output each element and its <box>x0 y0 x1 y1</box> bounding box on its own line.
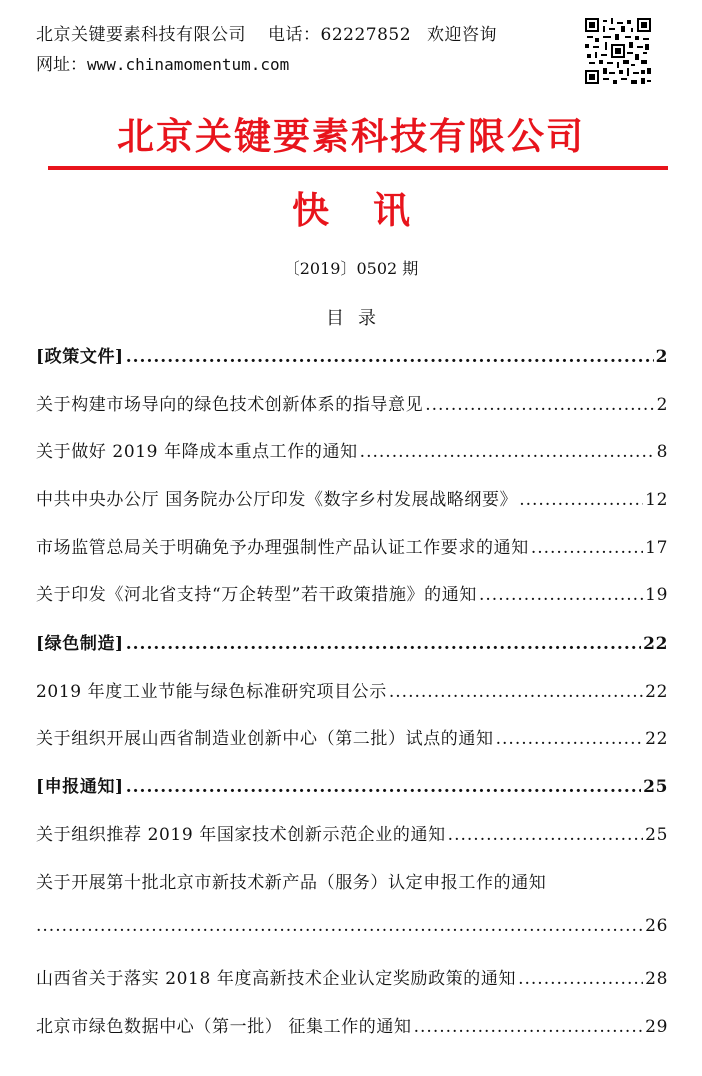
toc-entry-row[interactable] <box>36 485 668 510</box>
toc-dot-leader <box>126 634 641 654</box>
toc-page-number: 2 <box>655 347 668 367</box>
toc-dot-leader <box>479 585 643 605</box>
toc-entry-title: 关于构建市场导向的绿色技术创新体系的指导意见 <box>36 395 424 415</box>
toc-dot-leader <box>360 442 655 462</box>
toc-entry-row[interactable] <box>36 820 668 845</box>
website-label: 网址： <box>36 55 87 75</box>
toc-section-title: [申报通知] <box>36 777 124 797</box>
toc-page-number: 25 <box>643 777 668 797</box>
toc-dot-leader <box>496 729 644 749</box>
toc-dot-leader <box>126 777 641 797</box>
toc-entry-continuation[interactable] <box>36 916 668 936</box>
toc-entry-title-wrapped[interactable]: 关于开展第十批北京市新技术新产品（服务）认定申报工作的通知 <box>36 873 547 893</box>
toc-entry-row[interactable] <box>36 724 668 749</box>
toc-entry-row[interactable] <box>36 533 668 558</box>
header-company: 北京关键要素科技有限公司 <box>36 25 246 45</box>
toc-entry-title: 2019 年度工业节能与绿色标准研究项目公示 <box>36 682 387 702</box>
toc-entry-title: 关于印发《河北省支持“万企转型”若干政策措施》的通知 <box>36 585 477 605</box>
toc-entry-title: 中共中央办公厅 国务院办公厅印发《数字乡村发展战略纲要》 <box>36 490 518 510</box>
toc-entry-title: 山西省关于落实 2018 年度高新技术企业认定奖励政策的通知 <box>36 969 517 989</box>
issue-number: 〔2019〕0502 期 <box>283 259 419 278</box>
toc-dot-leader <box>126 347 654 367</box>
toc-entry-row[interactable] <box>36 390 668 415</box>
toc-entry-row[interactable] <box>36 437 668 462</box>
qr-code-icon <box>585 18 651 84</box>
toc-page-number: 22 <box>643 634 668 654</box>
toc-entry-row[interactable] <box>36 580 668 605</box>
toc-section-row[interactable] <box>36 772 668 797</box>
toc-entry-row[interactable] <box>36 964 668 989</box>
toc-entry-row[interactable] <box>36 677 668 702</box>
toc-entry-title: 北京市绿色数据中心（第一批） 征集工作的通知 <box>36 1017 412 1037</box>
title-divider <box>48 166 668 170</box>
toc-page-number: 12 <box>645 490 668 510</box>
toc-entry-title: 市场监管总局关于明确免予办理强制性产品认证工作要求的通知 <box>36 538 529 558</box>
header-phone: 电话：62227852 <box>268 25 412 45</box>
toc-page-number: 29 <box>645 1017 668 1037</box>
toc-entry-row[interactable] <box>36 1012 668 1037</box>
toc-page-number: 22 <box>645 682 668 702</box>
toc-page-number: 28 <box>645 969 668 989</box>
toc-entry-title: 关于组织开展山西省制造业创新中心（第二批）试点的通知 <box>36 729 494 749</box>
toc-page-number: 8 <box>656 442 668 462</box>
toc-dot-leader <box>518 969 643 989</box>
header-welcome: 欢迎咨询 <box>427 25 498 45</box>
toc-page-number: 2 <box>656 395 668 415</box>
toc-dot-leader <box>448 825 643 845</box>
toc-dot-leader <box>531 538 643 558</box>
toc-dot-leader <box>425 395 654 415</box>
toc-section-row[interactable] <box>36 629 668 654</box>
toc-section-title: [绿色制造] <box>36 634 124 654</box>
bulletin-title: 快讯 <box>292 189 454 232</box>
toc-section-row[interactable] <box>36 342 668 367</box>
toc-heading: 目录 <box>326 308 390 329</box>
toc-page-number: 25 <box>645 825 668 845</box>
toc-page-number: 19 <box>645 585 668 605</box>
toc-page-number: 22 <box>645 729 668 749</box>
header-contact-line <box>36 20 497 45</box>
company-title: 北京关键要素科技有限公司 <box>117 115 585 158</box>
header-website-line <box>36 50 289 75</box>
toc-page-number: 17 <box>645 538 668 558</box>
toc-dot-leader <box>414 1017 644 1037</box>
website-link[interactable]: www.chinamomentum.com <box>87 55 290 74</box>
toc-section-title: [政策文件] <box>36 347 124 367</box>
toc-entry-title: 关于做好 2019 年降成本重点工作的通知 <box>36 442 358 462</box>
toc-dot-leader <box>389 682 643 702</box>
toc-dot-leader <box>519 490 643 510</box>
toc-entry-title: 关于组织推荐 2019 年国家技术创新示范企业的通知 <box>36 825 446 845</box>
toc-dot-leader <box>36 916 643 936</box>
toc-page-number: 26 <box>645 916 668 936</box>
